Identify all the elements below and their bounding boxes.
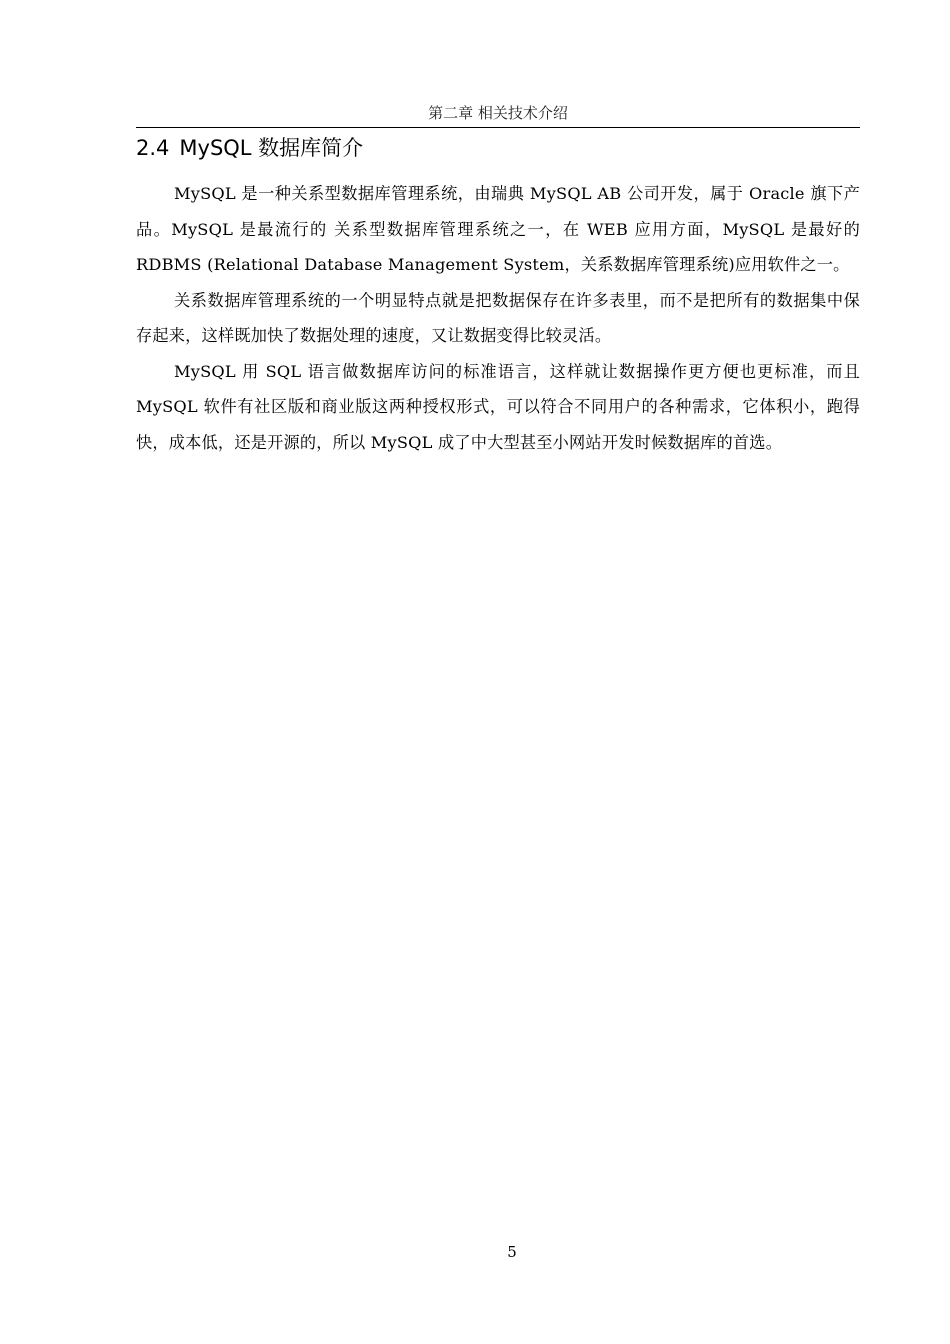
section-number: 2.4 [136, 136, 170, 160]
paragraph-rdbms-feature: 关系数据库管理系统的一个明显特点就是把数据保存在许多表里，而不是把所有的数据集中保存起来，这样既加快了数据处理的速度，又让数据变得比较灵活。 [136, 290, 860, 345]
running-header: 第二章 相关技术介绍 [428, 104, 568, 122]
body-text [136, 176, 860, 460]
paragraph-mysql-advantages: MySQL 用 SQL 语言做数据库访问的标准语言，这样就让数据操作更方便也更标准，而且 MySQL 软件有社区版和商业版这两种授权形式，可以符合不同用户的各种需求，它体积小，跑得快，成本低，还是开源的，所以 MySQL 成了中大型甚至小网站开发时候数据库的首选。 [136, 361, 860, 452]
section-title: MySQL 数据库简介 [179, 136, 364, 160]
section-heading [136, 133, 860, 163]
page-number: 5 [507, 1243, 517, 1261]
paragraph-mysql-intro: MySQL 是一种关系型数据库管理系统，由瑞典 MySQL AB 公司开发，属于 Oracle 旗下产品。MySQL 是最流行的 关系型数据库管理系统之一，在 WEB 应用方面，MySQL 是最好的 RDBMS (Relational Database Management System，关系数据库管理系统)应用软件之一。 [136, 184, 860, 274]
header-rule [136, 127, 860, 128]
